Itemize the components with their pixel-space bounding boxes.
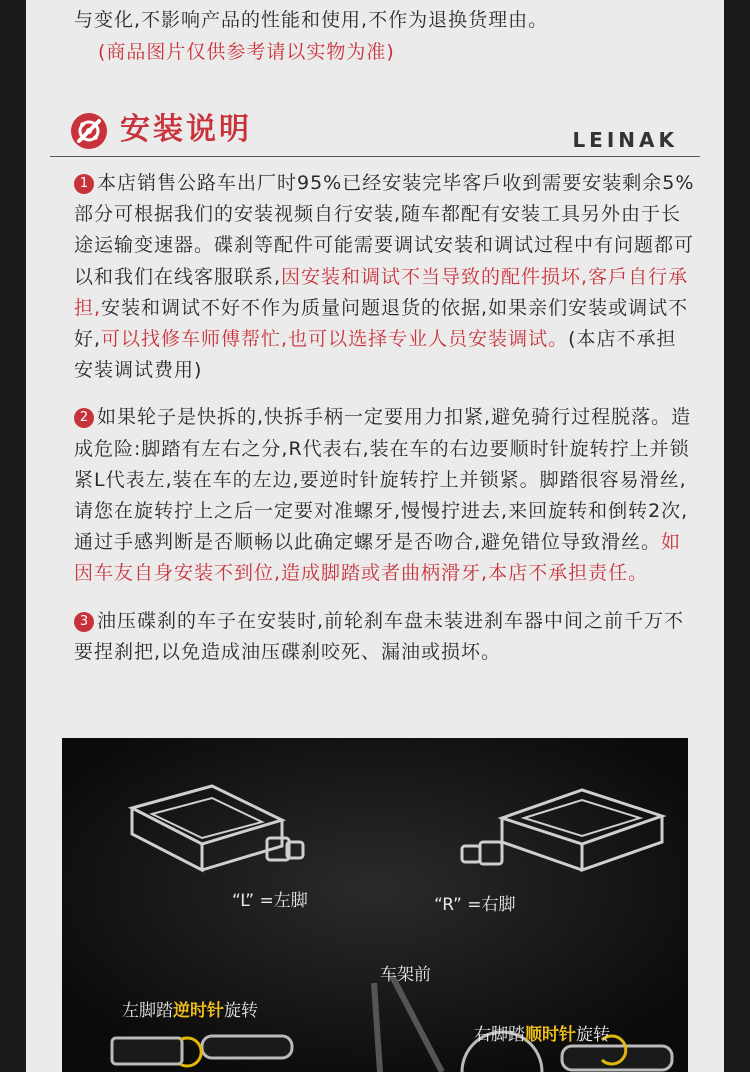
pedal-installation-photo [62, 738, 688, 1072]
frame-front-label: 车架前 [380, 965, 431, 985]
instruction-text: 本店销售公路车出厂时95%已经安装完毕客戶收到需要安装剩余5%部分可根据我们的安装视频自行安装,随车都配有安装工具另外由于长途运输变速器。碟刹等配件可能需要调试安装和调试过程中有问题都可以和我们在线客服联系, [74, 172, 695, 288]
intro-text [74, 4, 694, 68]
section-header [50, 108, 700, 157]
instruction-paragraph [74, 402, 696, 589]
warning-text: 可以找修车师傅帮忙,也可以选择专业人员安装调试。 [101, 328, 569, 351]
left-rotate-pre: 左脚踏 [122, 1001, 173, 1021]
brand-logo: LEINAK [572, 128, 678, 152]
wrench-gear-badge-icon [70, 112, 108, 150]
warning-text: 因安装和调试不当导致的配件损坏,客戶自行承担, [74, 265, 689, 319]
warning-text: 如因车友自身安装不到位,造成脚踏或者曲柄滑牙,本店不承担责任。 [74, 531, 682, 585]
right-rotate-pre: 右脚踏 [474, 1025, 525, 1045]
instruction-paragraph [74, 606, 696, 668]
left-rotate-label [122, 996, 258, 1021]
step-number-badge: 3 [74, 612, 94, 632]
step-number-badge: 1 [74, 174, 94, 194]
right-rotate-direction: 顺时针 [525, 1025, 576, 1045]
instruction-text: 如果轮子是快拆的,快拆手柄一定要用力扣紧,避免骑行过程脱落。造成危险:脚踏有左右之分,R代表右,装在车的右边要顺时针旋转拧上并锁紧L代表左,装在车的左边,要逆时针旋转拧上并锁紧。脚踏很容易滑丝,请您在旋转拧上之后一定要对准螺牙,慢慢拧进去,来回旋转和倒转2次,通过手感判断是否顺畅以此确定螺牙是否吻合,避免错位导致滑丝。 [74, 406, 692, 554]
step-number-badge: 2 [74, 408, 94, 428]
right-rotate-label [474, 1020, 610, 1045]
intro-line: 与变化,不影响产品的性能和使用,不作为退换货理由。 [74, 9, 549, 31]
instruction-paragraph [74, 168, 696, 386]
right-pedal-label: “R” =右脚 [434, 895, 516, 915]
image-disclaimer: (商品图片仅供参考请以实物为准) [98, 41, 395, 63]
instruction-text: 安装和调试不好不作为质量问题退货的依据,如果亲们安装或调试不好, [74, 296, 689, 351]
instruction-text: 油压碟刹的车子在安装时,前轮刹车盘未装进刹车器中间之前千万不要捏刹把,以免造成油压碟刹咬死、漏油或损坏。 [74, 609, 685, 663]
installation-instructions [74, 168, 696, 684]
section-title: 安装说明 [120, 112, 252, 147]
left-rotate-direction: 逆时针 [173, 1001, 224, 1021]
left-pedal-label: “L” =左脚 [232, 891, 308, 911]
instruction-text: (本店不承担安装调试费用) [74, 328, 677, 382]
right-rotate-post: 旋转 [576, 1025, 610, 1045]
left-rotate-post: 旋转 [224, 1001, 258, 1021]
